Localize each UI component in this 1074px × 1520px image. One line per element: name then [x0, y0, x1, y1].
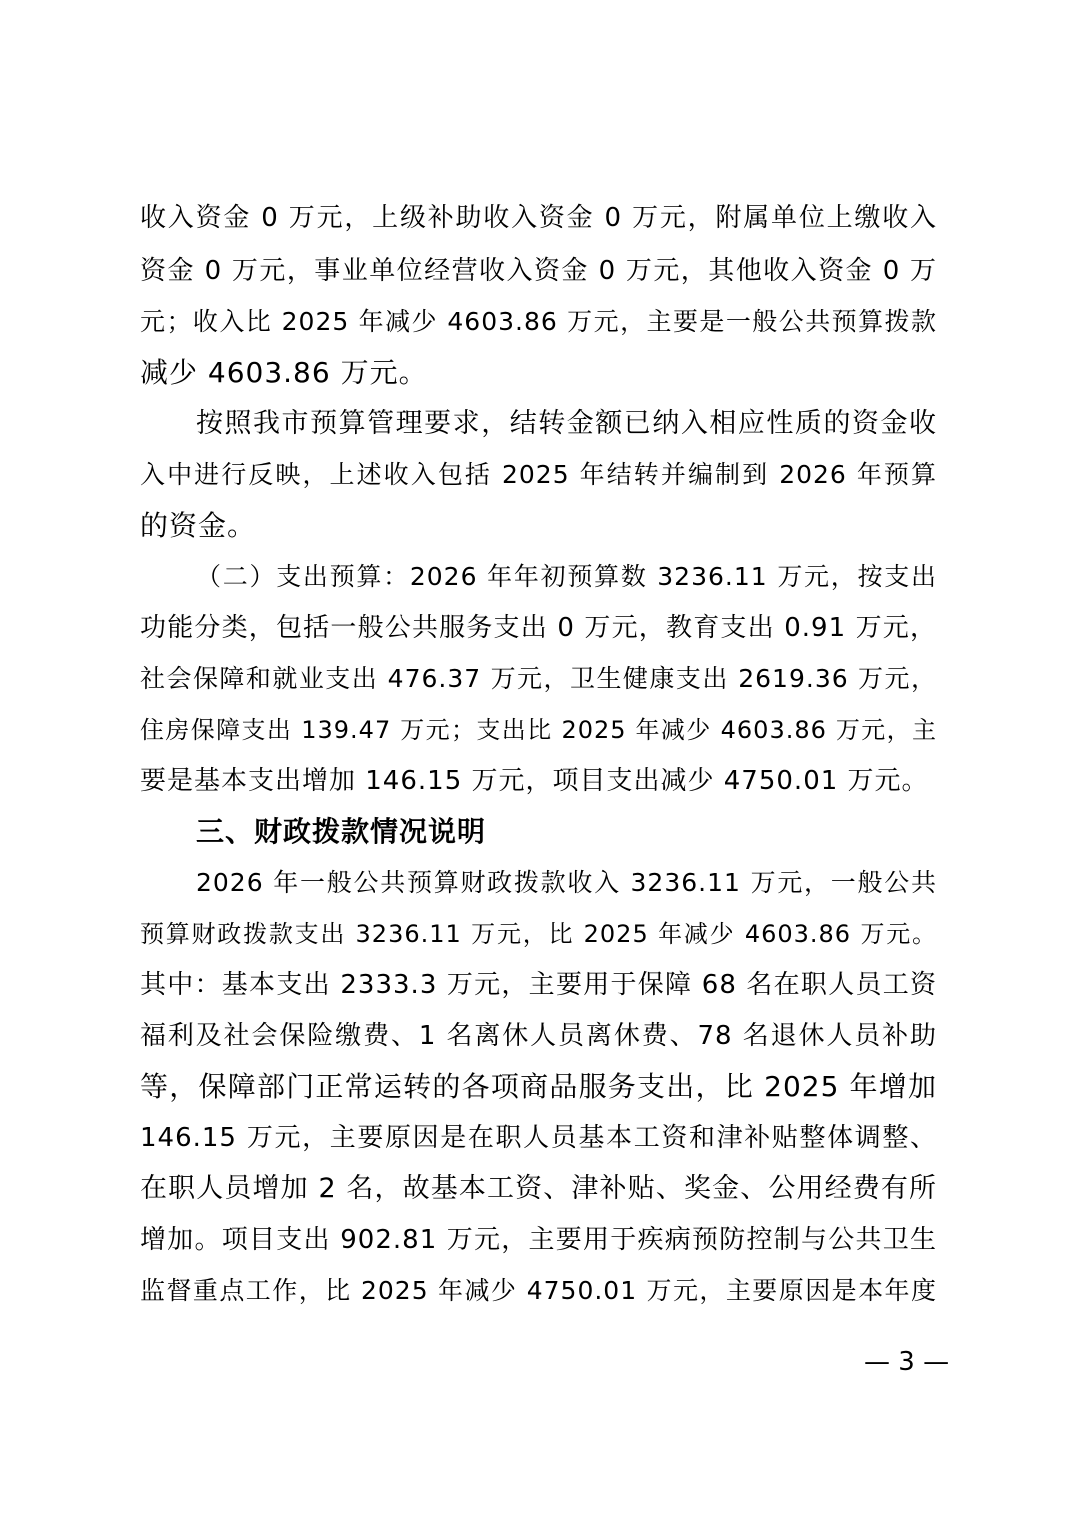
body-text-line: 资金 0 万元，事业单位经营收入资金 0 万元，其他收入资金 0 万 — [140, 256, 937, 286]
body-text-line: 福利及社会保险缴费、1 名离休人员离休费、78 名退休人员补助 — [140, 1021, 937, 1051]
body-text-line: 减少 4603.86 万元。 — [140, 356, 428, 389]
body-text-line: 在职人员增加 2 名，故基本工资、津补贴、奖金、公用经费有所 — [140, 1173, 937, 1204]
body-text-line: 社会保障和就业支出 476.37 万元，卫生健康支出 2619.36 万元， — [140, 664, 937, 693]
body-text-line: 其中：基本支出 2333.3 万元，主要用于保障 68 名在职人员工资 — [140, 970, 937, 1000]
body-text-line: 等，保障部门正常运转的各项商品服务支出，比 2025 年增加 — [140, 1070, 937, 1103]
section-expenditure-budget: （二）支出预算：2026 年年初预算数 3236.11 万元，按支出 — [196, 562, 937, 591]
body-text-line: 收入资金 0 万元，上级补助收入资金 0 万元，附属单位上缴收入 — [140, 203, 937, 233]
body-text-line: 入中进行反映，上述收入包括 2025 年结转并编制到 2026 年预算 — [140, 460, 937, 489]
body-text-line: 要是基本支出增加 146.15 万元，项目支出减少 4750.01 万元。 — [140, 766, 929, 796]
body-text-line: 元；收入比 2025 年减少 4603.86 万元，主要是一般公共预算拨款 — [140, 307, 937, 336]
body-text-line: 增加。项目支出 902.81 万元，主要用于疾病预防控制与公共卫生 — [140, 1225, 937, 1255]
body-text-line: 住房保障支出 139.47 万元；支出比 2025 年减少 4603.86 万元，主 — [140, 716, 937, 744]
page-number: — 3 — — [864, 1347, 950, 1377]
section-heading: 三、财政拨款情况说明 — [196, 815, 487, 848]
body-text-line: 预算财政拨款支出 3236.11 万元，比 2025 年减少 4603.86 万元。 — [140, 920, 937, 948]
body-text-line: 的资金。 — [140, 509, 257, 542]
paragraph-first-line: 按照我市预算管理要求，结转金额已纳入相应性质的资金收 — [196, 408, 937, 439]
body-text-line: 监督重点工作，比 2025 年减少 4750.01 万元，主要原因是本年度 — [140, 1276, 937, 1305]
body-text-line: 146.15 万元，主要原因是在职人员基本工资和津补贴整体调整、 — [140, 1123, 937, 1153]
paragraph-first-line: 2026 年一般公共预算财政拨款收入 3236.11 万元，一般公共 — [196, 868, 937, 897]
body-text-line: 功能分类，包括一般公共服务支出 0 万元，教育支出 0.91 万元， — [140, 613, 937, 643]
